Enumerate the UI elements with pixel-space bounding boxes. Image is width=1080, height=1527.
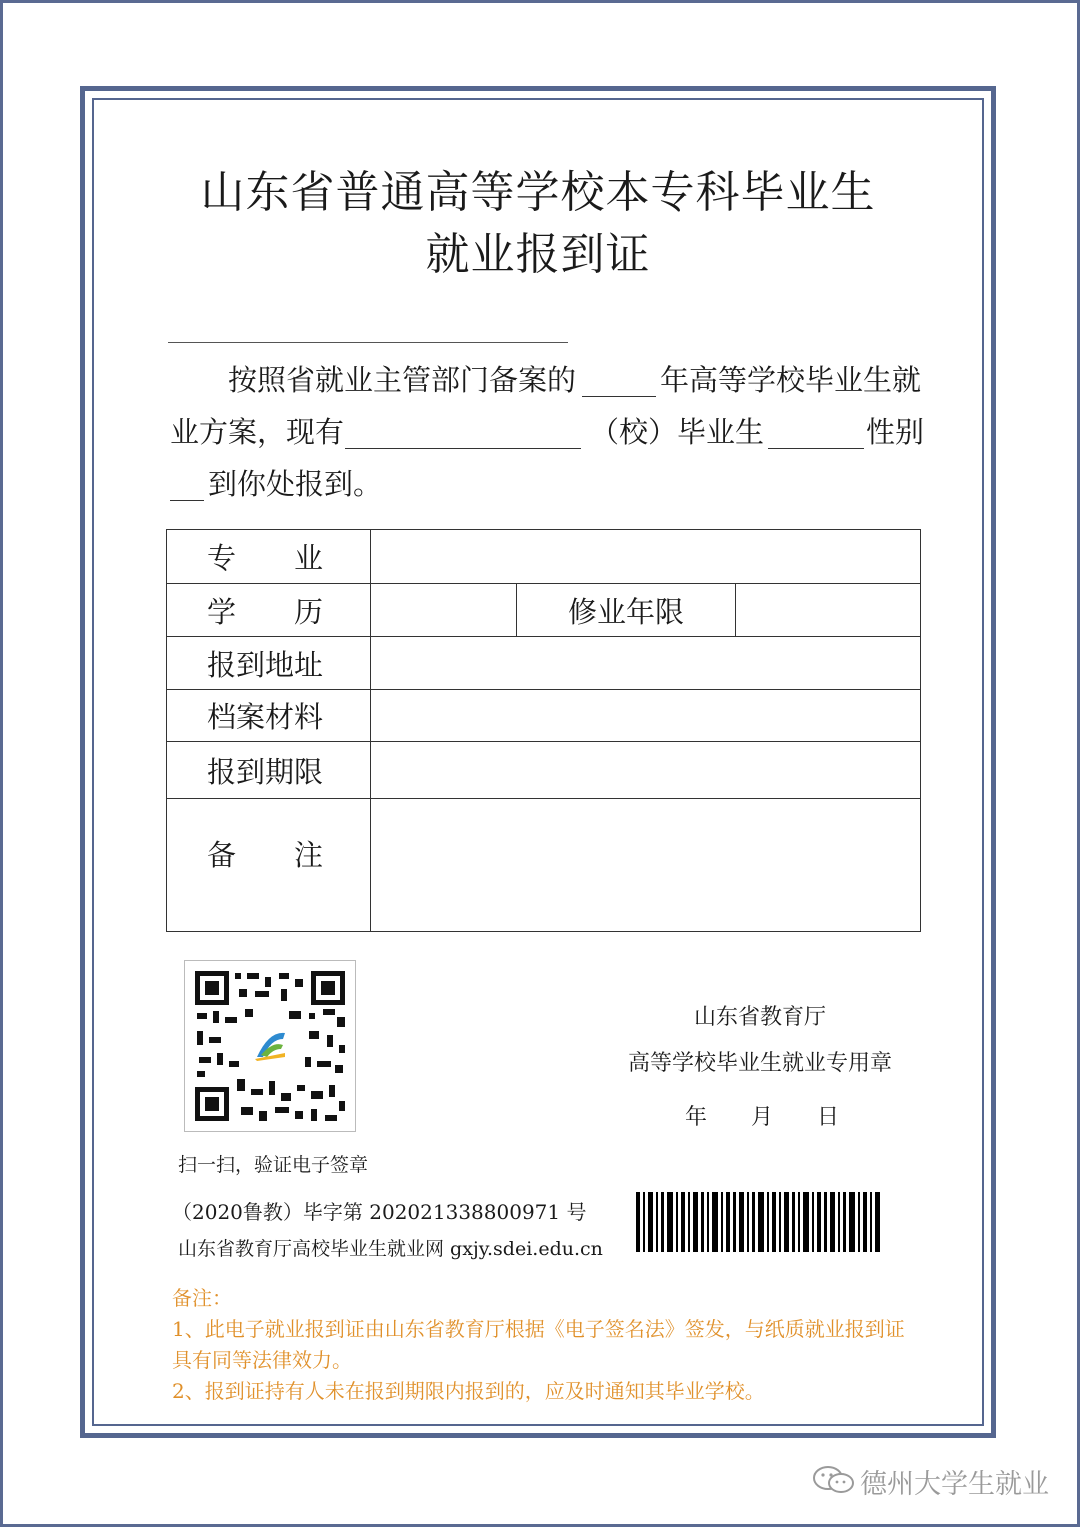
seal-issuer: 山东省教育厅 (693, 1005, 826, 1030)
year-blank (582, 396, 656, 397)
paragraph-line3: 到你处报到。 (208, 467, 383, 501)
wechat-icon (812, 1464, 856, 1496)
certificate-number: （2020鲁教）毕字第 202021338800971 号 (172, 1200, 587, 1224)
barcode (636, 1192, 880, 1252)
certificate-title: 山东省普通高等学校本专科毕业生 (200, 167, 876, 218)
certificate-subtitle: 就业报到证 (425, 229, 651, 280)
notes-line2: 具有同等法律效力。 (172, 1348, 352, 1372)
education-value (371, 584, 517, 637)
website-line: 山东省教育厅高校毕业生就业网 gxjy.sdei.edu.cn (178, 1238, 603, 1260)
duration-value (736, 584, 921, 637)
qr-code[interactable] (184, 960, 356, 1132)
graduate-name-blank (768, 448, 864, 449)
name-blank-line (168, 342, 568, 343)
seal-purpose: 高等学校毕业生就业专用章 (627, 1051, 892, 1076)
paragraph-line2-mid: （校）毕业生 (590, 415, 765, 449)
archive-value (371, 690, 921, 742)
notes-line1: 1、此电子就业报到证由山东省教育厅根据《电子签名法》签发，与纸质就业报到证 (172, 1317, 905, 1341)
info-table (166, 529, 921, 932)
archive-label: 档案材料 (167, 690, 371, 742)
paragraph-line2-end: 性别 (866, 415, 925, 449)
education-label: 学 历 (167, 584, 371, 637)
address-label: 报到地址 (167, 637, 371, 690)
qr-caption: 扫一扫，验证电子签章 (178, 1154, 369, 1176)
major-value (371, 530, 921, 584)
school-blank (345, 448, 581, 449)
seal-date: 年 月 日 (684, 1105, 839, 1130)
duration-label: 修业年限 (517, 584, 736, 637)
paragraph-line1-start: 按照省就业主管部门备案的 (228, 363, 577, 397)
qr-code-pattern (185, 961, 355, 1131)
deadline-label: 报到期限 (167, 742, 371, 799)
major-label: 专 业 (167, 530, 371, 584)
notes-heading: 备注： (172, 1286, 232, 1310)
paragraph-line1-end: 年高等学校毕业生就 (660, 363, 922, 397)
watermark-text: 德州大学生就业 (860, 1469, 1049, 1500)
notes-line3: 2、报到证持有人未在报到期限内报到的，应及时通知其毕业学校。 (172, 1379, 765, 1403)
address-value (371, 637, 921, 690)
deadline-value (371, 742, 921, 799)
gender-blank (170, 500, 204, 501)
remarks-label: 备 注 (167, 799, 371, 932)
paragraph-line2-start: 业方案，现有 (170, 415, 345, 449)
remarks-value (371, 799, 921, 932)
